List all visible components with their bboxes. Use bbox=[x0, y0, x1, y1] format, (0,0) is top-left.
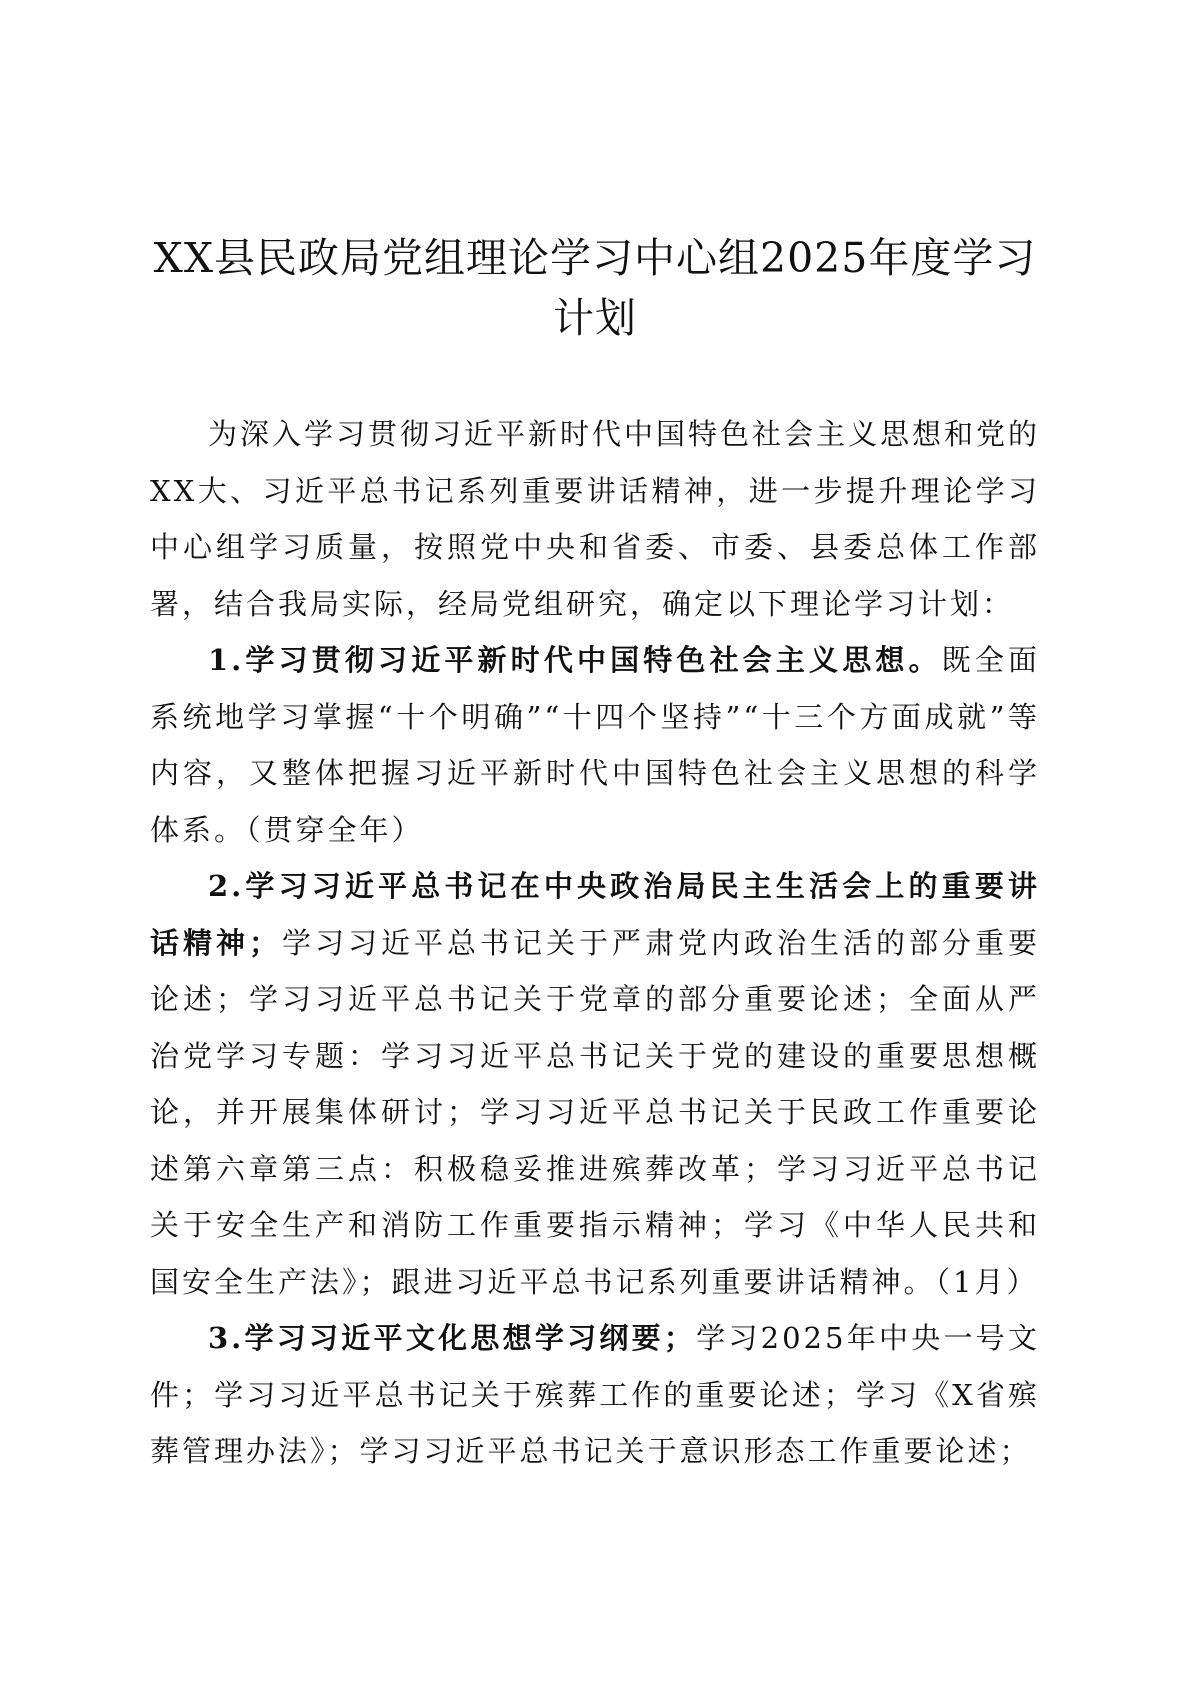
document-body bbox=[150, 406, 1040, 1480]
plan-item-1-text: 既全面系统地学习掌握“十个明确”“十四个坚持”“十三个方面成就”等内容，又整体把握习近平新时代中国特色社会主义思想的科学体系。（贯穿全年） bbox=[150, 643, 1040, 847]
plan-item-3-heading: 3.学习习近平文化思想学习纲要； bbox=[208, 1321, 696, 1355]
plan-item-2 bbox=[150, 858, 1040, 1310]
plan-item-3-text: 学习2025年中央一号文件；学习习近平总书记关于殡葬工作的重要论述；学习《X省殡葬管理办法》；学习习近平总书记关于意识形态工作重要论述； bbox=[150, 1321, 1040, 1468]
plan-item-1 bbox=[150, 632, 1040, 858]
document-title: XX县民政局党组理论学习中心组2025年度学习计划 bbox=[153, 234, 1037, 342]
plan-item-2-text: 学习习近平总书记关于严肃党内政治生活的部分重要论述；学习习近平总书记关于党章的部分重要论述；全面从严治党学习专题：学习习近平总书记关于党的建设的重要思想概论，并开展集体研讨；学习习近平总书记关于民政工作重要论述第六章第三点：积极稳妥推进殡葬改革；学习习近平总书记关于安全生产和消防工作重要指示精神；学习《中华人民共和国安全生产法》；跟进习近平总书记系列重要讲话精神。（1月） bbox=[150, 925, 1040, 1299]
plan-item-1-heading: 1.学习贯彻习近平新时代中国特色社会主义思想。 bbox=[208, 643, 942, 677]
plan-item-2-heading: 2.学习习近平总书记在中央政治局民主生活会上的重要讲话精神； bbox=[150, 869, 1040, 960]
intro-paragraph: 为深入学习贯彻习近平新时代中国特色社会主义思想和党的XX大、习近平总书记系列重要讲话精神，进一步提升理论学习中心组学习质量，按照党中央和省委、市委、县委总体工作部署，结合我局实际，经局党组研究，确定以下理论学习计划： bbox=[150, 417, 1041, 621]
plan-item-3 bbox=[150, 1310, 1040, 1480]
